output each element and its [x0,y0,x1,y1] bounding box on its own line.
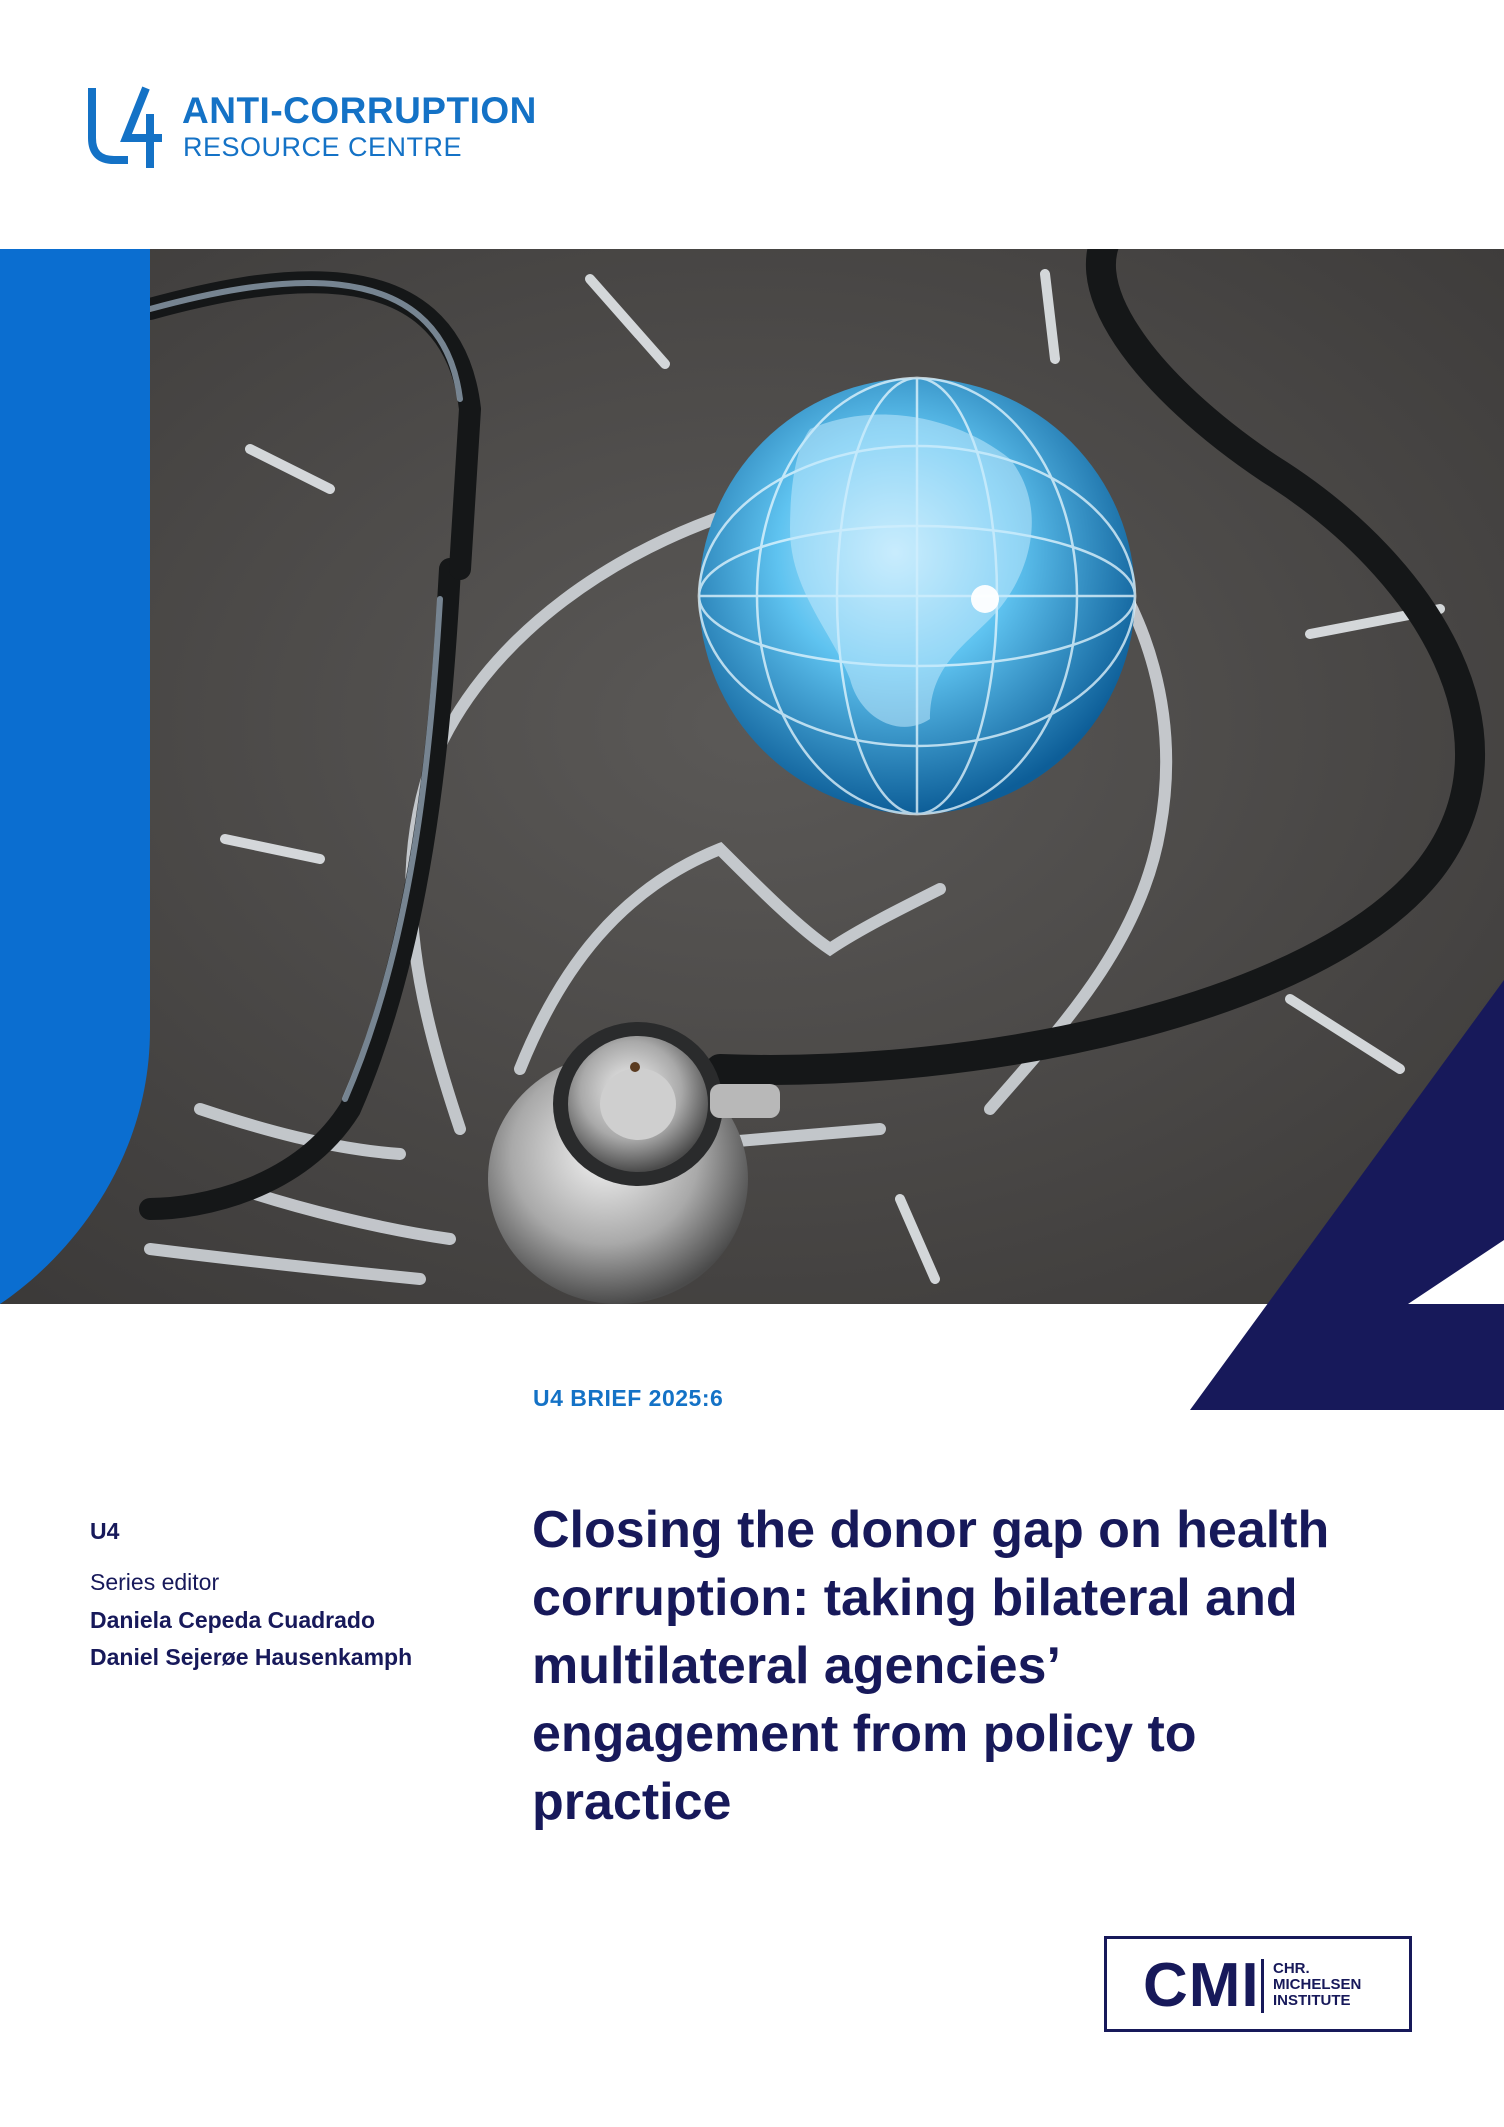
u4-logo [88,86,537,176]
title-line: practice [532,1773,732,1831]
title-line: engagement from policy to [532,1705,1197,1763]
brief-number: U4 BRIEF 2025:6 [533,1385,724,1411]
cmi-logo [1104,1936,1412,2032]
title-line: multilateral agencies’ [532,1637,1061,1695]
cmi-name-line: INSTITUTE [1273,1992,1351,2009]
series-editor-label: Series editor [90,1569,220,1595]
editor-name: Daniel Sejerøe Hausenkamph [90,1644,413,1670]
document-title [532,1496,1432,1836]
cmi-divider [1261,1959,1264,2013]
cmi-name-line: MICHELSEN [1273,1976,1362,1993]
cmi-name-line: CHR. [1273,1960,1310,1977]
cmi-name [1273,1961,1361,2009]
organisation-name: U4 [90,1518,120,1544]
navy-triangle-decoration [1190,980,1504,1410]
blue-side-tab [0,249,150,1304]
cmi-mark: CMI [1143,1951,1260,2020]
editor-name: Daniela Cepeda Cuadrado [90,1607,376,1633]
editor-sidebar [90,1518,490,1681]
logo-title: ANTI-CORRUPTION [182,90,537,131]
title-line: Closing the donor gap on health [532,1501,1330,1559]
u4-logo-mark-icon [88,86,178,176]
logo-subtitle: RESOURCE CENTRE [183,132,463,162]
title-line: corruption: taking bilateral and [532,1569,1298,1627]
